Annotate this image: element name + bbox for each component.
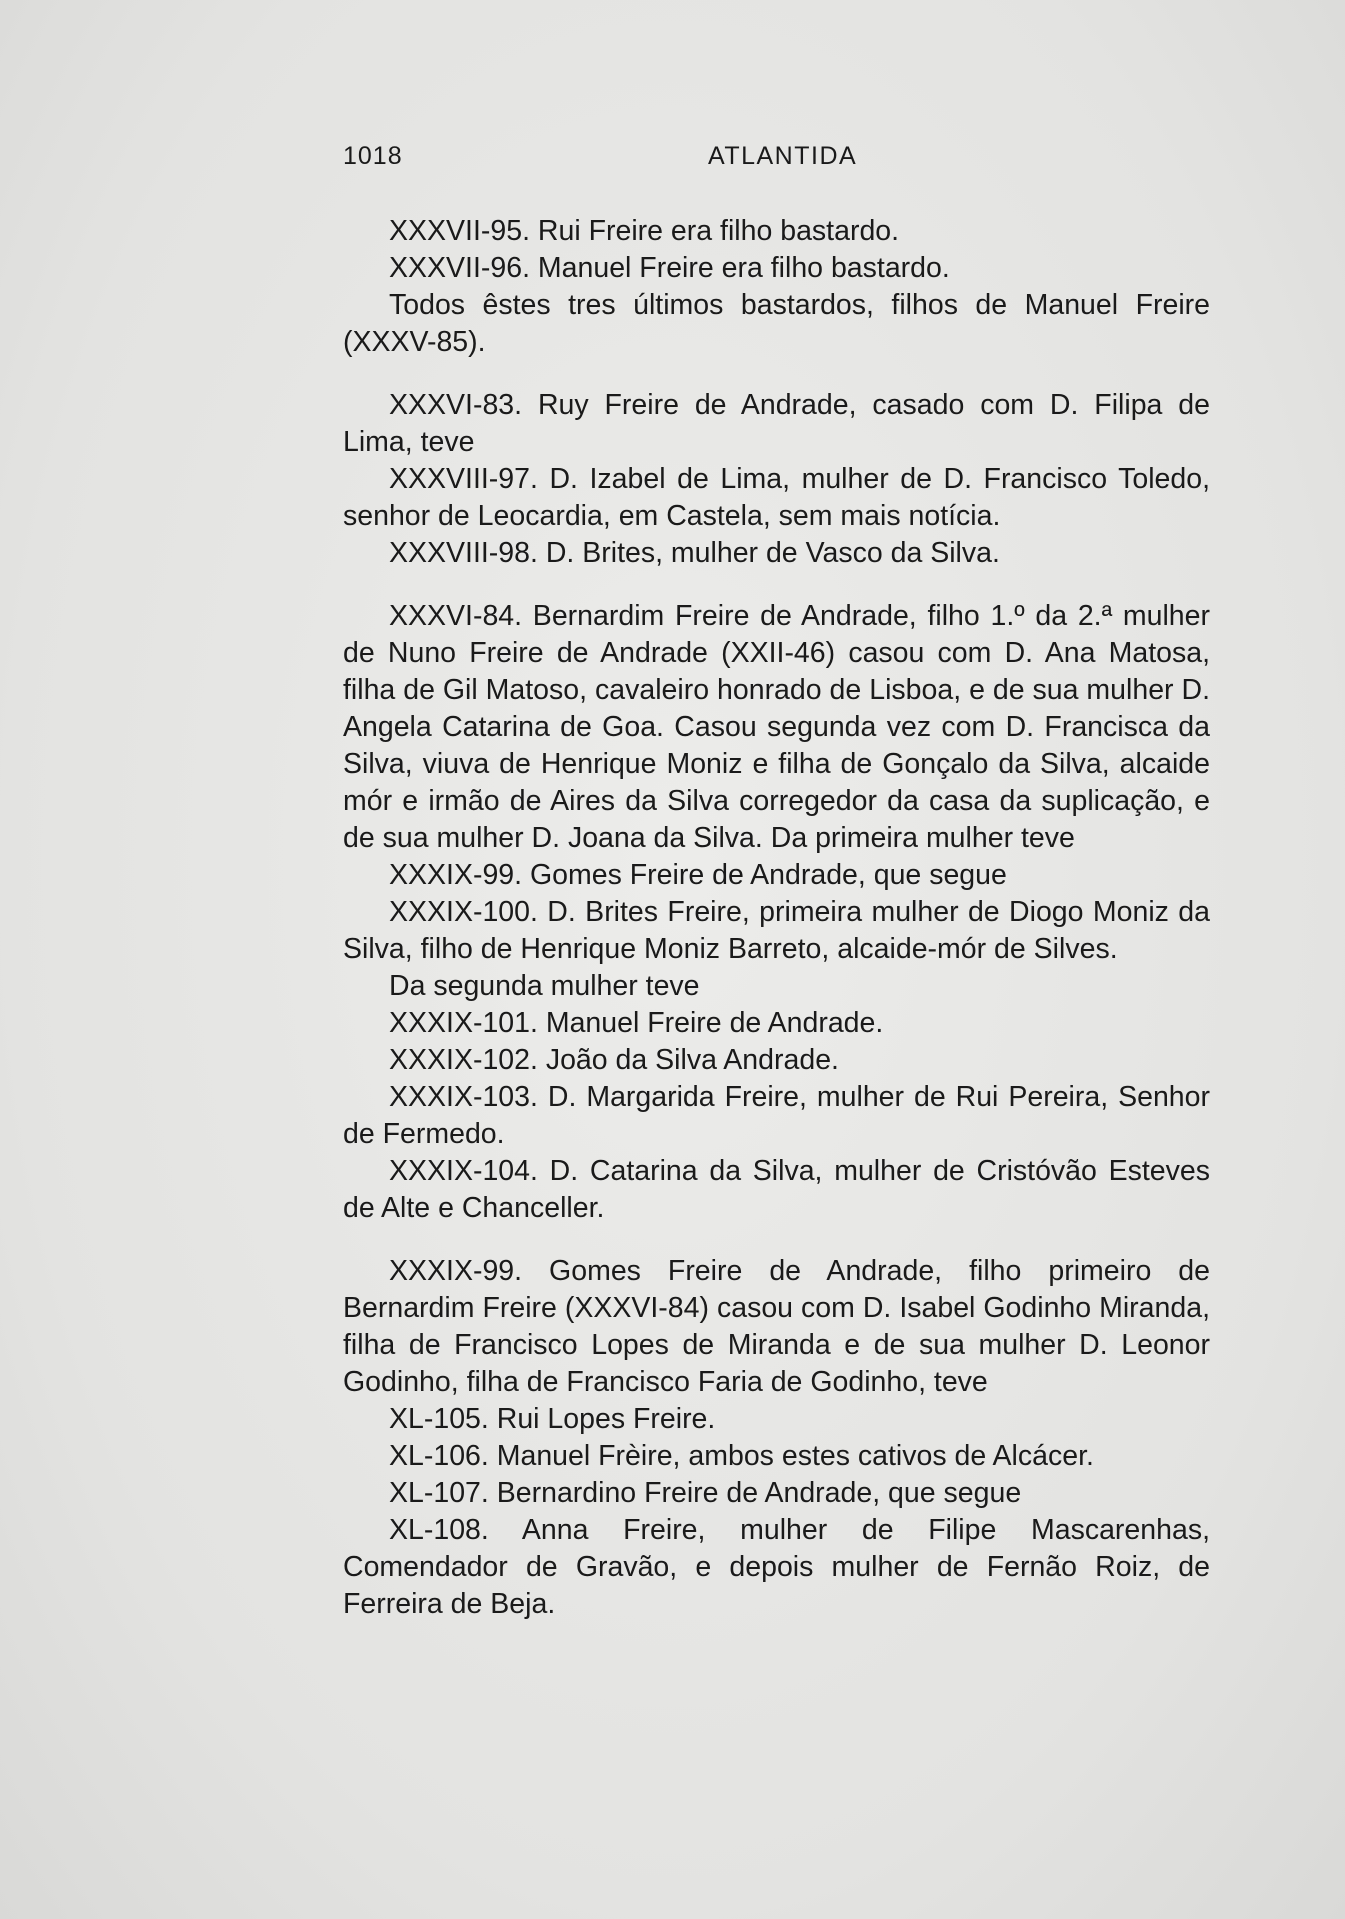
paragraph: XXXIX-100. D. Brites Freire, primeira mulher de Diogo Moniz da Silva, filho de Henrique Moniz Barreto, alcaide-mór de Silves. (343, 896, 1210, 965)
paragraph: XXXVII-95. Rui Freire era filho bastardo. (389, 215, 900, 247)
paragraph: XXXIX-104. D. Catarina da Silva, mulher de Cristóvão Esteves de Alte e Chanceller. (343, 1155, 1210, 1224)
paragraph: XL-108. Anna Freire, mulher de Filipe Mascarenhas, Comendador de Gravão, e depois mulher de Fernão Roiz, de Ferreira de Beja. (343, 1514, 1210, 1620)
page-number: 1018 (343, 142, 403, 170)
paragraph: Da segunda mulher teve (389, 970, 700, 1002)
paragraph: XXXVI-83. Ruy Freire de Andrade, casado com D. Filipa de Lima, teve (343, 389, 1210, 458)
running-title: ATLANTIDA (708, 142, 858, 170)
paragraph: XXXIX-101. Manuel Freire de Andrade. (389, 1007, 884, 1039)
paragraph: XXXVIII-97. D. Izabel de Lima, mulher de D. Francisco Toledo, senhor de Leocardia, em Castela, sem mais notícia. (343, 463, 1210, 532)
paragraph: Todos êstes tres últimos bastardos, filhos de Manuel Freire (XXXV-85). (343, 289, 1210, 358)
page-body (343, 213, 1210, 1623)
paragraph: XXXIX-103. D. Margarida Freire, mulher de Rui Pereira, Senhor de Fermedo. (343, 1081, 1210, 1150)
paragraph: XL-107. Bernardino Freire de Andrade, que segue (389, 1477, 1022, 1509)
paragraph: XL-106. Manuel Frèire, ambos estes cativos de Alcácer. (389, 1440, 1094, 1472)
paragraph: XXXIX-102. João da Silva Andrade. (389, 1044, 839, 1076)
paragraph: XXXVI-84. Bernardim Freire de Andrade, filho 1.º da 2.ª mulher de Nuno Freire de Andrade (XXII-46) casou com D. Ana Matosa, filha de Gil Matoso, cavaleiro honrado de Lisboa, e de sua mulher D. Angela Catarina de Goa. Casou segunda vez com D. Francisca da Silva, viuva de Henrique Moniz e filha de Gonçalo da Silva, alcaide mór e irmão de Aires da Silva corregedor da casa da suplicação, e de sua mulher D. Joana da Silva. Da primeira mulher teve (343, 600, 1210, 854)
paragraph: XXXIX-99. Gomes Freire de Andrade, filho primeiro de Bernardim Freire (XXXVI-84) casou com D. Isabel Godinho Miranda, filha de Francisco Lopes de Miranda e de sua mulher D. Leonor Godinho, filha de Francisco Faria de Godinho, teve (343, 1255, 1210, 1398)
paragraph: XXXVII-96. Manuel Freire era filho bastardo. (389, 252, 950, 284)
page-header (343, 142, 883, 182)
paragraph: XL-105. Rui Lopes Freire. (389, 1403, 716, 1435)
paragraph: XXXIX-99. Gomes Freire de Andrade, que segue (389, 859, 1007, 891)
paragraph: XXXVIII-98. D. Brites, mulher de Vasco da Silva. (389, 537, 1000, 569)
